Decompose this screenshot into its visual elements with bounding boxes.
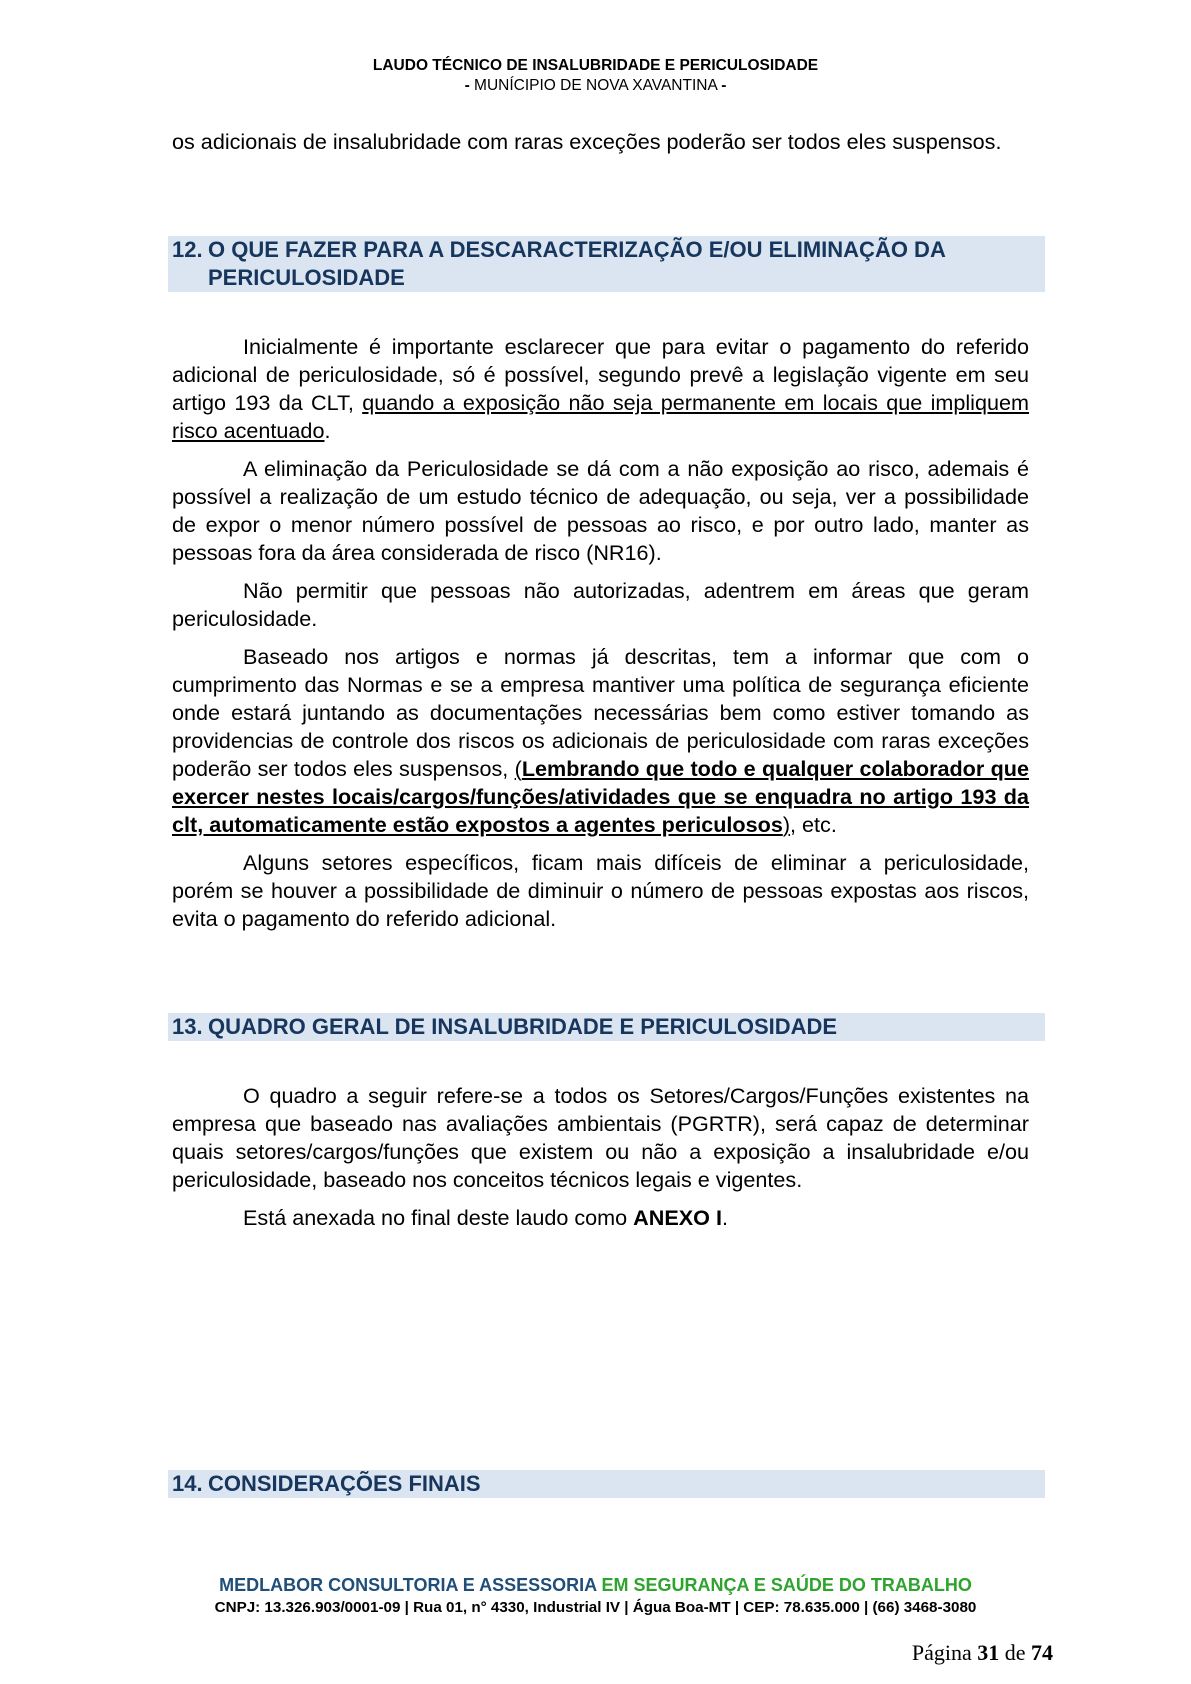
header-title: LAUDO TÉCNICO DE INSALUBRIDADE E PERICULOSIDADE	[372, 57, 819, 74]
paragraph: Não permitir que pessoas não autorizadas, adentrem em áreas que geram periculosidade.	[172, 578, 1029, 631]
paragraph: Inicialmente é importante esclarecer que para evitar o pagamento do referido adicional de periculosidade, só é possível, segundo prevê a legislação vigente em seu artigo 193 da CLT, quando a exposição não seja permanente em locais que impliquem risco acentuado.	[172, 334, 1029, 443]
section-number: 14.	[172, 1471, 203, 1496]
paragraph: Alguns setores específicos, ficam mais difíceis de eliminar a periculosidade, porém se houver a possibilidade de diminuir o número de pessoas expostas aos riscos, evita o pagamento do referido adicional.	[172, 850, 1029, 931]
paragraph: O quadro a seguir refere-se a todos os Setores/Cargos/Funções existentes na empresa que baseado nas avaliações ambientais (PGRTR), será capaz de determinar quais setores/cargos/funções que existem ou não a exposição a insalubridade e/ou periculosidade, baseado nos conceitos técnicos legais e vigentes.	[172, 1083, 1029, 1192]
paragraph: A eliminação da Periculosidade se dá com a não exposição ao risco, ademais é possível a realização de um estudo técnico de adequação, ou seja, ver a possibilidade de expor o menor número possível de pessoas ao risco, e por outro lado, manter as pessoas fora da área considerada de risco (NR16).	[172, 456, 1029, 565]
section-14-heading	[168, 1470, 1045, 1498]
section-title: CONSIDERAÇÕES FINAIS	[208, 1471, 481, 1496]
section-number: 13.	[172, 1014, 203, 1039]
section-12-heading	[168, 236, 1045, 292]
header-subtitle: - MUNÍCIPIO DE NOVA XAVANTINA -	[464, 77, 727, 94]
page-footer	[0, 1573, 1191, 1619]
intro-paragraph: os adicionais de insalubridade com raras exceções poderão ser todos eles suspensos.	[172, 129, 1002, 154]
paragraph: Baseado nos artigos e normas já descritas, tem a informar que com o cumprimento das Normas e se a empresa mantiver uma política de segurança eficiente onde estará juntando as documentações necessárias bem como estiver tomando as providencias de controle dos riscos os adicionais de periculosidade com raras exceções poderão ser todos eles suspensos, (Lembrando que todo e qualquer colaborador que exercer nestes locais/cargos/funções/atividades que se enquadra no artigo 193 da clt, automaticamente estão expostos a agentes periculosos), etc.	[172, 644, 1029, 837]
section-12-body	[172, 333, 1029, 933]
section-13-heading	[168, 1013, 1045, 1041]
section-13-body	[172, 1082, 1029, 1232]
section-title: O QUE FAZER PARA A DESCARACTERIZAÇÃO E/OU ELIMINAÇÃO DA PERICULOSIDADE	[208, 237, 946, 290]
section-title: QUADRO GERAL DE INSALUBRIDADE E PERICULOSIDADE	[208, 1014, 838, 1039]
intro-block	[172, 128, 1029, 156]
footer-address: CNPJ: 13.326.903/0001-09 | Rua 01, n° 4330, Industrial IV | Água Boa-MT | CEP: 78.635.000 | (66) 3468-3080	[214, 1599, 977, 1616]
page-header	[0, 56, 1191, 96]
page-number: Página 31 de 74	[911, 1640, 1053, 1665]
section-number: 12.	[172, 237, 203, 262]
footer-company: MEDLABOR CONSULTORIA E ASSESSORIA EM SEGURANÇA E SAÚDE DO TRABALHO	[219, 1575, 972, 1595]
bold-underlined-note: Lembrando que todo e qualquer colaborador que exercer nestes locais/cargos/funções/atividades que se enquadra no artigo 193 da clt, automaticamente estão expostos a agentes periculosos	[172, 756, 1029, 837]
paragraph: Está anexada no final deste laudo como ANEXO I.	[243, 1205, 728, 1230]
